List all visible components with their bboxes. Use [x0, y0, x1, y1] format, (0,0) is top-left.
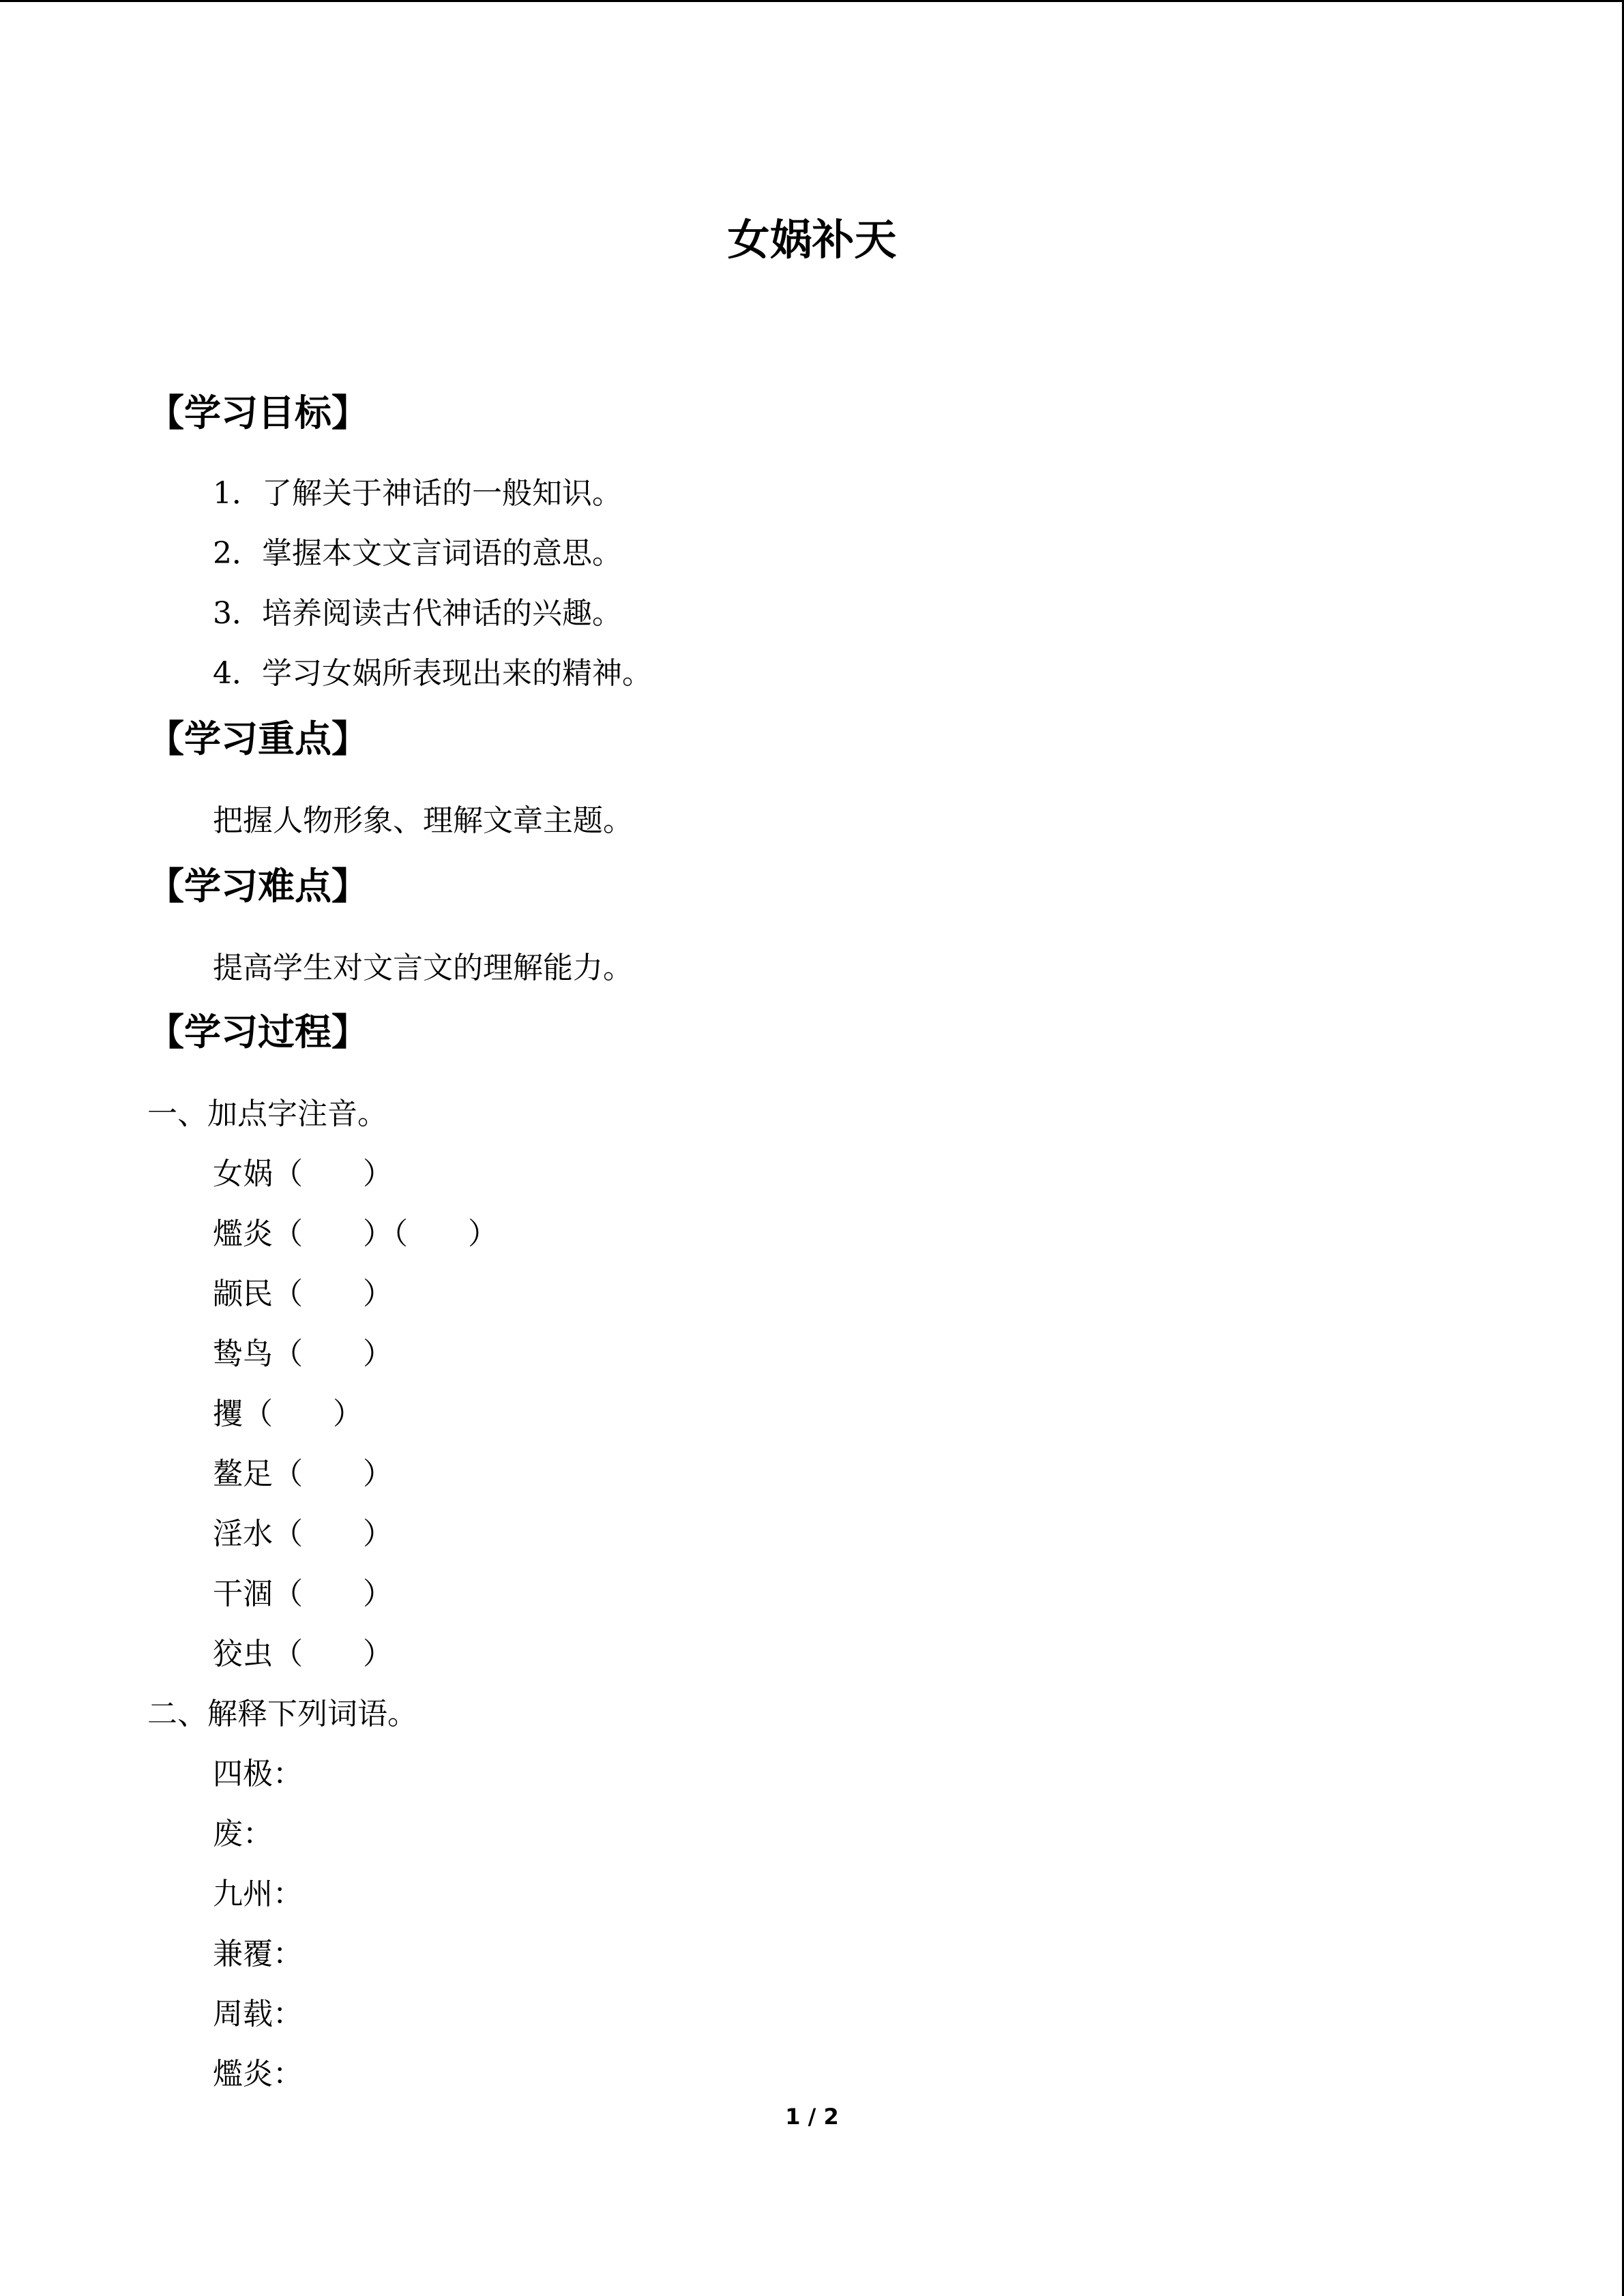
page-number: 1 / 2 — [785, 2104, 839, 2130]
vocab-item: 爁炎： — [213, 2057, 303, 2091]
pinyin-item: 干涸（ ） — [213, 1577, 393, 1611]
vocab-item: 九州： — [213, 1877, 303, 1911]
heading-difficulties: 【学习难点】 — [147, 865, 368, 908]
pinyin-item: 女娲（ ） — [213, 1157, 393, 1191]
pinyin-item: 爁炎（ ）（ ） — [213, 1217, 498, 1251]
vocab-item: 兼覆： — [213, 1937, 303, 1971]
key-points-text: 把握人物形象、理解文章主题。 — [213, 803, 633, 838]
pinyin-item: 颛民（ ） — [213, 1277, 393, 1311]
vocab-item: 四极： — [213, 1757, 303, 1791]
pinyin-item: 狡虫（ ） — [213, 1637, 393, 1671]
objective-item: 2．掌握本文文言词语的意思。 — [213, 536, 622, 571]
vocab-item: 废： — [213, 1817, 273, 1851]
vocab-item: 周载： — [213, 1997, 303, 2031]
part2-title: 二、解释下列词语。 — [147, 1697, 417, 1731]
pinyin-item: 淫水（ ） — [213, 1517, 393, 1551]
pinyin-item: 鳌足（ ） — [213, 1457, 393, 1491]
pinyin-item: 鸷鸟（ ） — [213, 1337, 393, 1371]
heading-key-points: 【学习重点】 — [147, 717, 368, 760]
heading-process: 【学习过程】 — [147, 1011, 368, 1054]
pinyin-item: 攫（ ） — [213, 1397, 363, 1431]
document-title: 女娲补天 — [727, 215, 897, 265]
objective-item: 3．培养阅读古代神话的兴趣。 — [213, 596, 622, 631]
part1-title: 一、加点字注音。 — [147, 1097, 387, 1131]
objective-item: 1．了解关于神话的一般知识。 — [213, 476, 622, 511]
difficulties-text: 提高学生对文言文的理解能力。 — [213, 951, 633, 985]
objective-item: 4．学习女娲所表现出来的精神。 — [213, 656, 652, 691]
heading-objectives: 【学习目标】 — [147, 391, 368, 434]
